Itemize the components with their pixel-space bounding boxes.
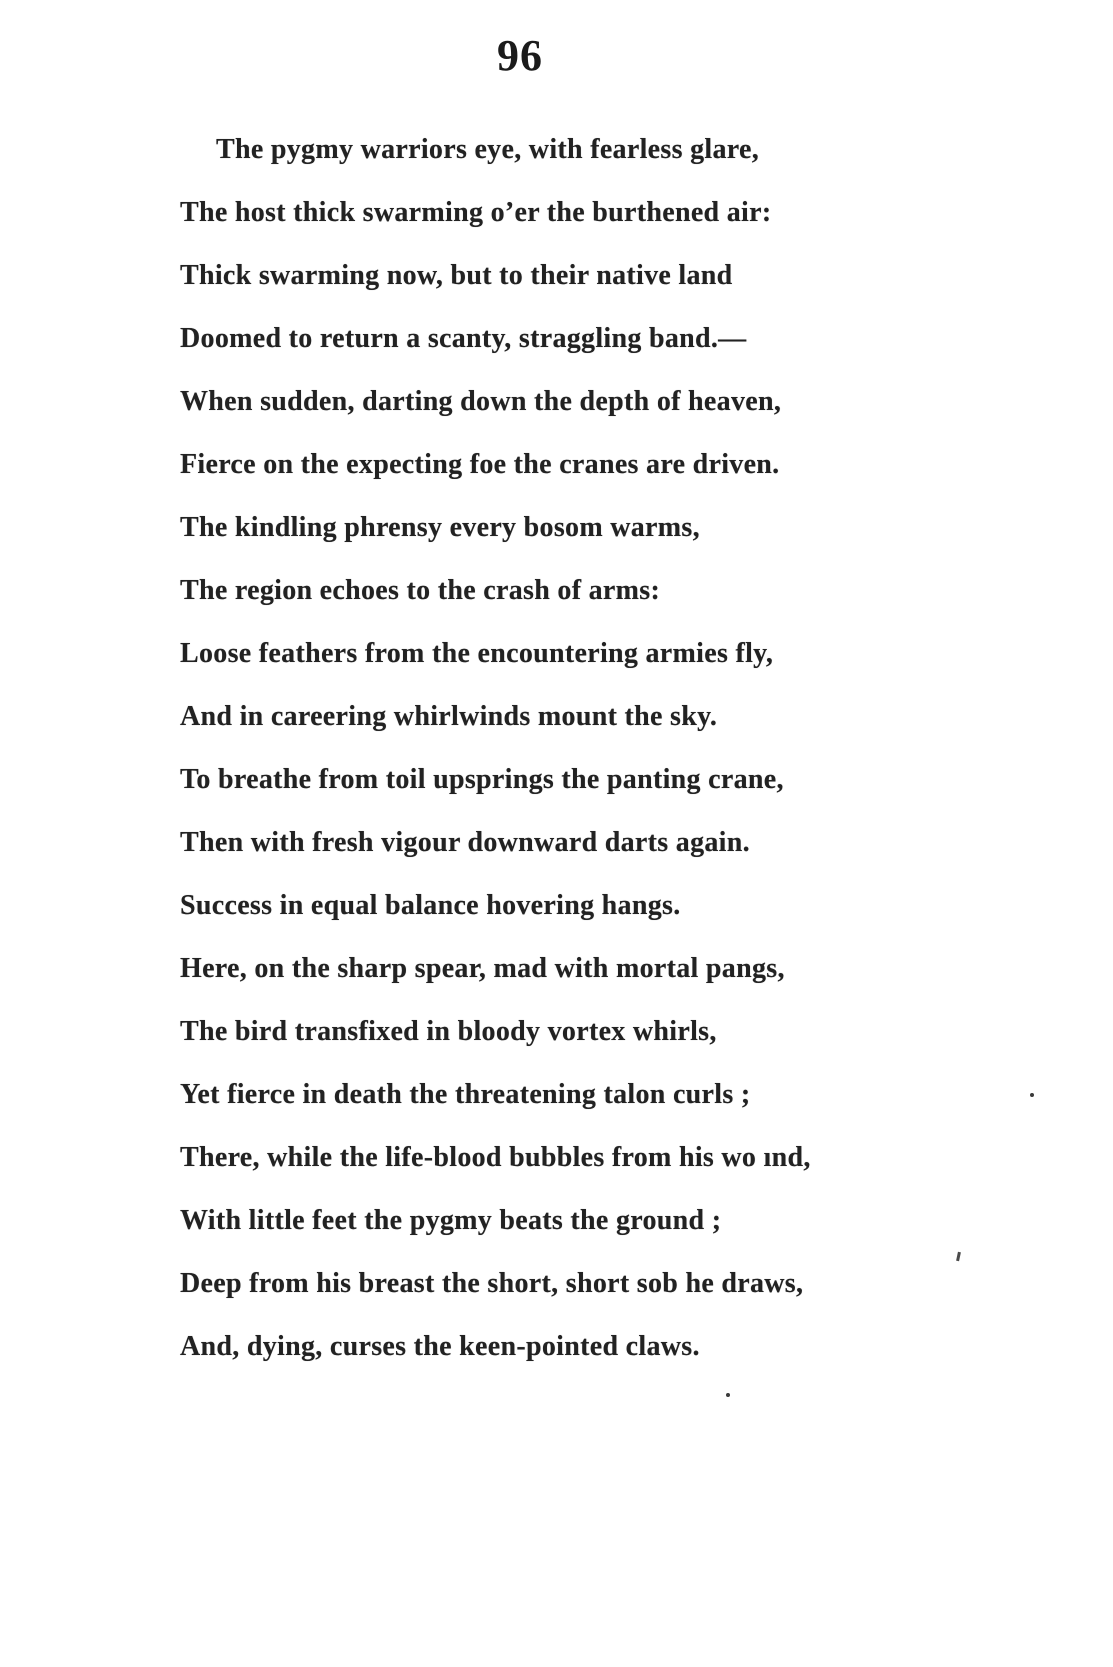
poem-line: The bird transfixed in bloody vortex whirls, (180, 1016, 717, 1047)
poem-line: Then with fresh vigour downward darts again. (180, 827, 750, 858)
poem-line: Thick swarming now, but to their native land (180, 260, 733, 291)
poem-line: The host thick swarming o’er the burthened air: (180, 197, 772, 228)
poem-line: Deep from his breast the short, short sob he draws, (180, 1268, 804, 1299)
poem-line: The region echoes to the crash of arms: (180, 575, 661, 606)
poem-line: To breathe from toil upsprings the panting crane, (180, 764, 784, 795)
poem-line: The kindling phrensy every bosom warms, (180, 512, 700, 543)
page-number: 96 (497, 31, 543, 80)
scan-artifact-dot (726, 1393, 730, 1397)
scan-artifact-dot (1030, 1093, 1034, 1097)
poem-line: And in careering whirlwinds mount the sky. (180, 701, 718, 732)
poem-line: When sudden, darting down the depth of heaven, (180, 386, 782, 417)
poem-line: The pygmy warriors eye, with fearless glare, (216, 134, 760, 165)
poem-line: Success in equal balance hovering hangs. (180, 890, 681, 921)
poem-line: And, dying, curses the keen-pointed claws. (180, 1331, 700, 1362)
poem-line: With little feet the pygmy beats the ground ; (180, 1205, 722, 1236)
poem-line: Here, on the sharp spear, mad with mortal pangs, (180, 953, 785, 984)
poem-line: Fierce on the expecting foe the cranes are driven. (180, 449, 780, 480)
poem-line: Loose feathers from the encountering armies fly, (180, 638, 774, 669)
poem-line: There, while the life-blood bubbles from his wo ınd, (180, 1142, 811, 1173)
poem-line: Doomed to return a scanty, straggling band.— (180, 323, 747, 354)
poem-line: Yet fierce in death the threatening talon curls ; (180, 1079, 751, 1110)
poem-body (180, 118, 990, 1378)
